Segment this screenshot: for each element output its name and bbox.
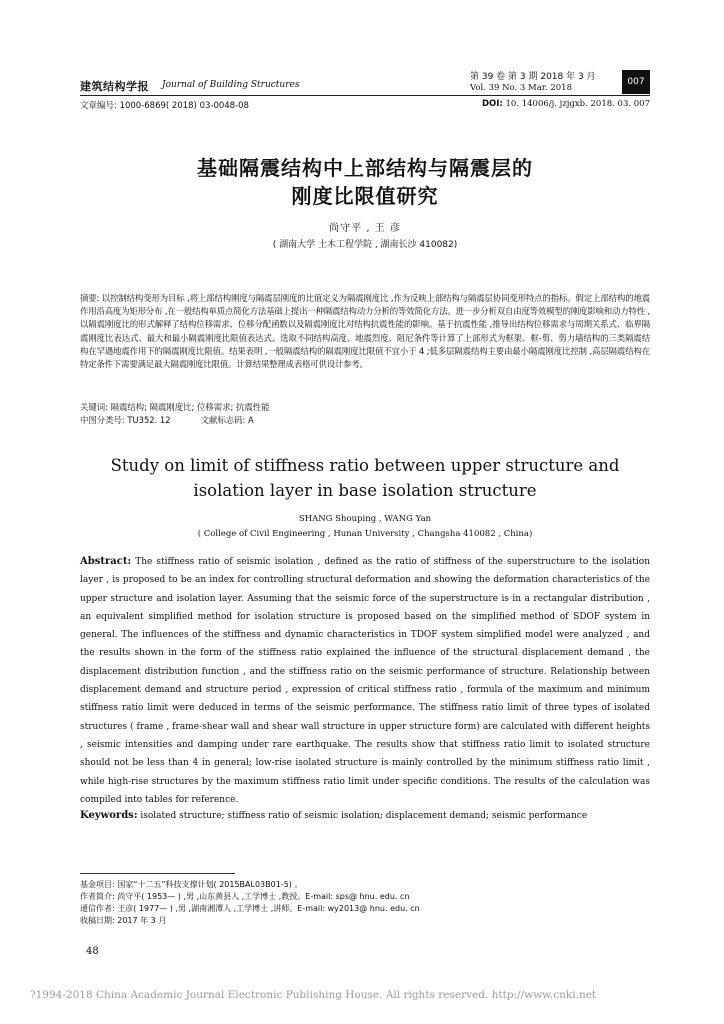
page-code-badge: 007 <box>622 70 650 94</box>
title-en-line-1: Study on limit of stiffness ratio between upper structure and <box>110 456 620 475</box>
header-divider <box>80 95 650 96</box>
footnote-corresponding: 通信作者: 王彦( 1977— ) ,男 ,湖南湘潭人 ,工学博士 ,讲师。E-mail: wy2013@ hnu. edu. cn <box>80 904 420 913</box>
authors-cn: 尚守平 , 王 彦 <box>329 223 401 234</box>
abstract-en-label: Abstract: <box>80 556 132 567</box>
page-number: 48 <box>86 946 99 957</box>
issue-info-en: Vol. 39 No. 3 Mar. 2018 <box>470 83 572 93</box>
doi-value: 10. 14006/j. jzjgxb. 2018. 03. 007 <box>502 99 650 109</box>
keywords-en-text: isolated structure; stiffness ratio of seismic isolation; displacement demand; seismic performance <box>137 811 588 821</box>
abstract-cn <box>80 292 650 371</box>
keywords-en <box>80 810 650 821</box>
issue-info-cn: 第 39 卷 第 3 期 2018 年 3 月 <box>470 72 596 82</box>
keywords-en-label: Keywords: <box>80 810 138 821</box>
doi <box>476 99 650 109</box>
affiliation-en: ( College of Civil Engineering , Hunan University , Changsha 410082 , China) <box>197 529 533 539</box>
abstract-cn-label: 摘要: <box>80 293 100 303</box>
abstract-cn-text: 以控制结构变形为目标 ,将上部结构刚度与隔震层刚度的比值定义为隔震刚度比 ,作为反映上部结构与隔震层协同变形特点的指标。假定上部结构的地震作用沿高度为矩形分布 ,在一般结构单质点简化方法基础上提出一种隔震结构动力分析的等效简化方法。进一步分析双自由度等效模型的刚度影响和动力特性 ,以隔震刚度比的形式解释了结构位移需求、位移分配函数以及隔震刚度比对结构抗震性能的影响。基于抗震性能 ,推导出结构位移需求与周期关系式、临界隔震刚度比表达式、最大和最小隔震刚度比限值表达式。选取不同结构高度、地震烈度、阻尼条件等计算了上部形式为框架、框-剪、剪力墙结构的三类隔震结构在罕遇地震作用下的隔震刚度比限值。结果表明 ,一般隔震结构的隔震刚度比限值不宜小于 4 ;低多层隔震结构主要由最小隔震刚度比控制 ,高层隔震结构在特定条件下需要满足最大隔震刚度比限值。计算结果整理成表格可供设计参考。 <box>80 293 650 370</box>
title-en-line-2: isolation layer in base isolation structure <box>193 481 537 500</box>
doi-label: DOI: <box>481 99 503 109</box>
footnote-author-intro: 作者简介: 尚守平( 1953— ) ,男 ,山东黄县人 ,工学博士 ,教授。E-mail: sps@ hnu. edu. cn <box>80 892 410 901</box>
title-cn-line-2: 刚度比限值研究 <box>291 184 439 208</box>
authors-en: SHANG Shouping , WANG Yan <box>298 514 432 524</box>
classification <box>80 414 650 426</box>
doc-code-label: 文献标志码: <box>200 415 246 425</box>
journal-name-en: Journal of Building Structures <box>162 80 300 90</box>
article-number: 文章编号: 1000-6869( 2018) 03-0048-08 <box>80 101 249 111</box>
clc-value: TU352. 12 <box>124 415 171 425</box>
footnote-divider <box>80 873 235 874</box>
journal-name-cn: 建筑结构学报 <box>80 80 149 93</box>
keywords-cn-text: 隔震结构; 隔震刚度比; 位移需求; 抗震性能 <box>107 402 270 412</box>
abstract-en-text: The stiffness ratio of seismic isolation , defined as the ratio of stiffness of the superstructure to the isolation layer , is proposed to be an index for controlling structural deformation and showing the deformation characteristics of the upper structure and isolation layer. Assuming that the seismic force of the superstructure is in a rectangular distribution , an equivalent simplified method for isolation structure is proposed based on the simplified method of SDOF system in general. The influences of the stiffness and dynamic characteristics in TDOF system simplified model were analyzed , and the results shown in the form of the stiffness ratio explained the influence of the structural displacement demand , the displacement distribution function , and the stiffness ratio on the seismic performance of structure. Relationship between displacement demand and structure period , expression of critical stiffness ratio , formula of the maximum and minimum stiffness ratio limit were deduced in terms of the seismic performance. The stiffness ratio limit of three types of isolated structures ( frame , frame-shear wall and shear wall structure in upper structure form) are calculated with different heights , seismic intensities and damping under rare earthquake. The results show that stiffness ratio limit to isolated structure should not be less than 4 in general; low-rise isolated structure is mainly controlled by the minimum stiffness ratio limit , while high-rise structures by the maximum stiffness ratio limit under specific conditions. The results of the calculation was compiled into tables for reference. <box>80 557 650 805</box>
footnote-received: 收稿日期: 2017 年 3 月 <box>80 916 167 925</box>
footnote-fund: 基金项目: 国家“十二五”科技支撑计划( 2015BAL03B01-5) 。 <box>80 880 303 889</box>
clc-label: 中图分类号: <box>80 415 125 425</box>
title-cn-line-1: 基础隔震结构中上部结构与隔震层的 <box>197 156 533 180</box>
abstract-en <box>80 553 650 809</box>
keywords-cn <box>80 401 650 413</box>
keywords-cn-label: 关键词: <box>80 402 108 412</box>
copyright-watermark: ?1994-2018 China Academic Journal Electronic Publishing House. All rights reserved. http://www.cnki.net <box>30 989 597 1001</box>
doc-code-value: A <box>245 415 254 425</box>
affiliation-cn: ( 湖南大学 土木工程学院 , 湖南长沙 410082) <box>272 240 458 250</box>
